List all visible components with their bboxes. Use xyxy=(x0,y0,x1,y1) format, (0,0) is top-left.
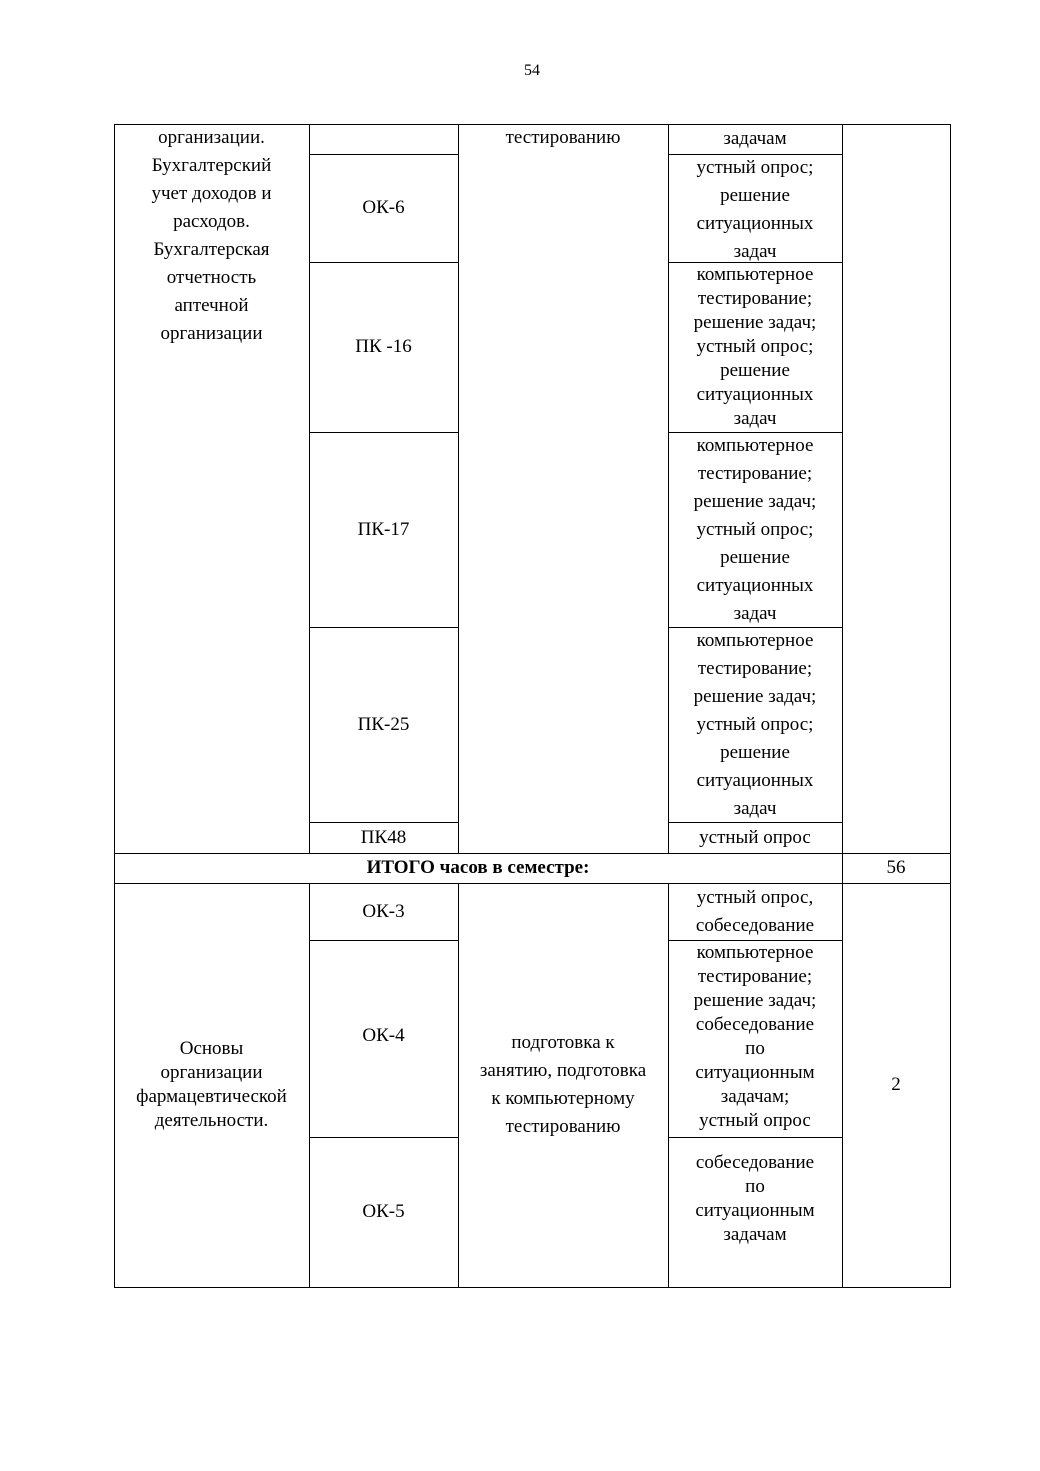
control-form-text: тестирование; xyxy=(697,658,813,679)
control-form-text: по xyxy=(745,1038,765,1059)
control-form-text: задачам xyxy=(723,128,787,149)
competency-code: ПК-25 xyxy=(357,713,410,735)
control-form-text: устный опрос, xyxy=(696,886,814,908)
control-form-cell xyxy=(668,432,842,627)
control-form-text: задач xyxy=(733,603,777,624)
hours-cell xyxy=(842,883,950,1287)
topic-text: деятельности. xyxy=(154,1110,269,1131)
topic-text: организации xyxy=(160,323,263,344)
topic-text: Бухгалтерский xyxy=(151,155,272,176)
activity-text: подготовка к xyxy=(511,1032,615,1053)
total-value: 56 xyxy=(886,857,906,878)
control-form-text: решение xyxy=(720,185,790,206)
control-form-text: устный опрос xyxy=(699,826,811,848)
control-form-text: тестирование; xyxy=(697,288,813,309)
control-form-text: по xyxy=(745,1176,765,1197)
control-form-text: решение задач; xyxy=(693,312,817,333)
control-form-cell xyxy=(668,1151,842,1287)
page-number: 54 xyxy=(524,62,540,79)
hours-value: 2 xyxy=(891,1074,901,1095)
row-divider xyxy=(309,940,458,941)
table-border-bottom xyxy=(114,1287,951,1288)
competency-code-cell xyxy=(309,154,458,262)
control-form-text: компьютерное xyxy=(696,264,814,285)
competency-code: ОК-3 xyxy=(362,900,405,922)
competency-code: ОК-6 xyxy=(362,197,405,218)
total-value-cell xyxy=(842,853,950,883)
control-form-text: устный опрос; xyxy=(696,157,814,178)
activity-text: к компьютерному xyxy=(491,1088,635,1109)
control-form-text: устный опрос xyxy=(699,1110,811,1131)
competency-code-cell xyxy=(309,883,458,940)
competency-code: ОК-5 xyxy=(362,1201,405,1222)
activity-cell xyxy=(458,883,668,1287)
control-form-text: задачам; xyxy=(720,1086,790,1107)
control-form-text: решение xyxy=(720,547,790,568)
control-form-text: тестирование; xyxy=(697,463,813,484)
control-form-cell xyxy=(668,627,842,822)
control-form-text: собеседование xyxy=(695,1152,815,1173)
control-form-text: ситуационных xyxy=(696,213,814,234)
total-label-cell xyxy=(114,853,842,883)
control-form-text: задач xyxy=(733,798,777,819)
competency-code-cell xyxy=(309,262,458,432)
topic-text: Основы xyxy=(179,1038,244,1059)
control-form-text: ситуационных xyxy=(696,384,814,405)
control-form-text: компьютерное xyxy=(696,942,814,963)
competency-code-cell xyxy=(309,627,458,822)
control-form-text: устный опрос; xyxy=(696,336,814,357)
control-form-text: компьютерное xyxy=(696,435,814,456)
competency-code-cell xyxy=(309,822,458,853)
control-form-text: решение задач; xyxy=(693,990,817,1011)
competency-code-cell xyxy=(309,1024,458,1054)
competency-code-cell xyxy=(309,1137,458,1287)
control-form-text: решение задач; xyxy=(693,686,817,707)
control-form-text: собеседование xyxy=(695,1014,815,1035)
control-form-text: ситуационных xyxy=(696,575,814,596)
control-form-cell xyxy=(668,124,842,154)
control-form-text: задачам xyxy=(723,1224,787,1245)
control-form-text: задач xyxy=(733,241,777,262)
control-form-text: решение xyxy=(720,742,790,763)
row-divider xyxy=(668,1137,842,1138)
activity-text: занятию, подготовка xyxy=(479,1060,647,1081)
topic-text: Бухгалтерская xyxy=(153,239,270,260)
topic-text: расходов. xyxy=(173,211,250,232)
activity-cell xyxy=(458,124,668,853)
control-form-cell xyxy=(668,883,842,940)
competency-code-cell xyxy=(309,124,458,154)
competency-code: ОК-4 xyxy=(362,1025,405,1046)
control-form-cell xyxy=(668,154,842,262)
control-form-text: компьютерное xyxy=(696,630,814,651)
control-form-text: устный опрос; xyxy=(696,714,814,735)
topic-cell xyxy=(114,883,309,1287)
topic-text: организации xyxy=(160,1062,263,1083)
control-form-cell xyxy=(668,263,842,432)
total-label: ИТОГО часов в семестре: xyxy=(366,857,590,878)
control-form-text: ситуационным xyxy=(695,1062,815,1083)
control-form-cell xyxy=(668,822,842,853)
topic-text: аптечной xyxy=(174,295,249,316)
activity-text: тестированию xyxy=(505,1116,621,1137)
competency-code: ПК -16 xyxy=(355,336,412,357)
control-form-text: решение задач; xyxy=(693,491,817,512)
competency-code-cell xyxy=(309,432,458,627)
control-form-text: задач xyxy=(733,408,777,429)
control-form-cell xyxy=(668,941,842,1137)
topic-text: организации. xyxy=(158,127,265,148)
control-form-text: ситуационным xyxy=(695,1200,815,1221)
control-form-text: устный опрос; xyxy=(696,519,814,540)
activity-text: тестированию xyxy=(505,127,621,148)
control-form-text: решение xyxy=(720,360,790,381)
control-form-text: собеседование xyxy=(695,914,815,936)
topic-text: отчетность xyxy=(166,267,257,288)
table-border-right xyxy=(950,124,951,1288)
control-form-text: тестирование; xyxy=(697,966,813,987)
topic-text: учет доходов и xyxy=(151,183,272,204)
control-form-text: ситуационных xyxy=(696,770,814,791)
competency-code: ПК48 xyxy=(360,826,407,848)
topic-cell xyxy=(114,124,309,853)
topic-text: фармацевтической xyxy=(136,1086,287,1107)
competency-code: ПК-17 xyxy=(357,518,410,540)
